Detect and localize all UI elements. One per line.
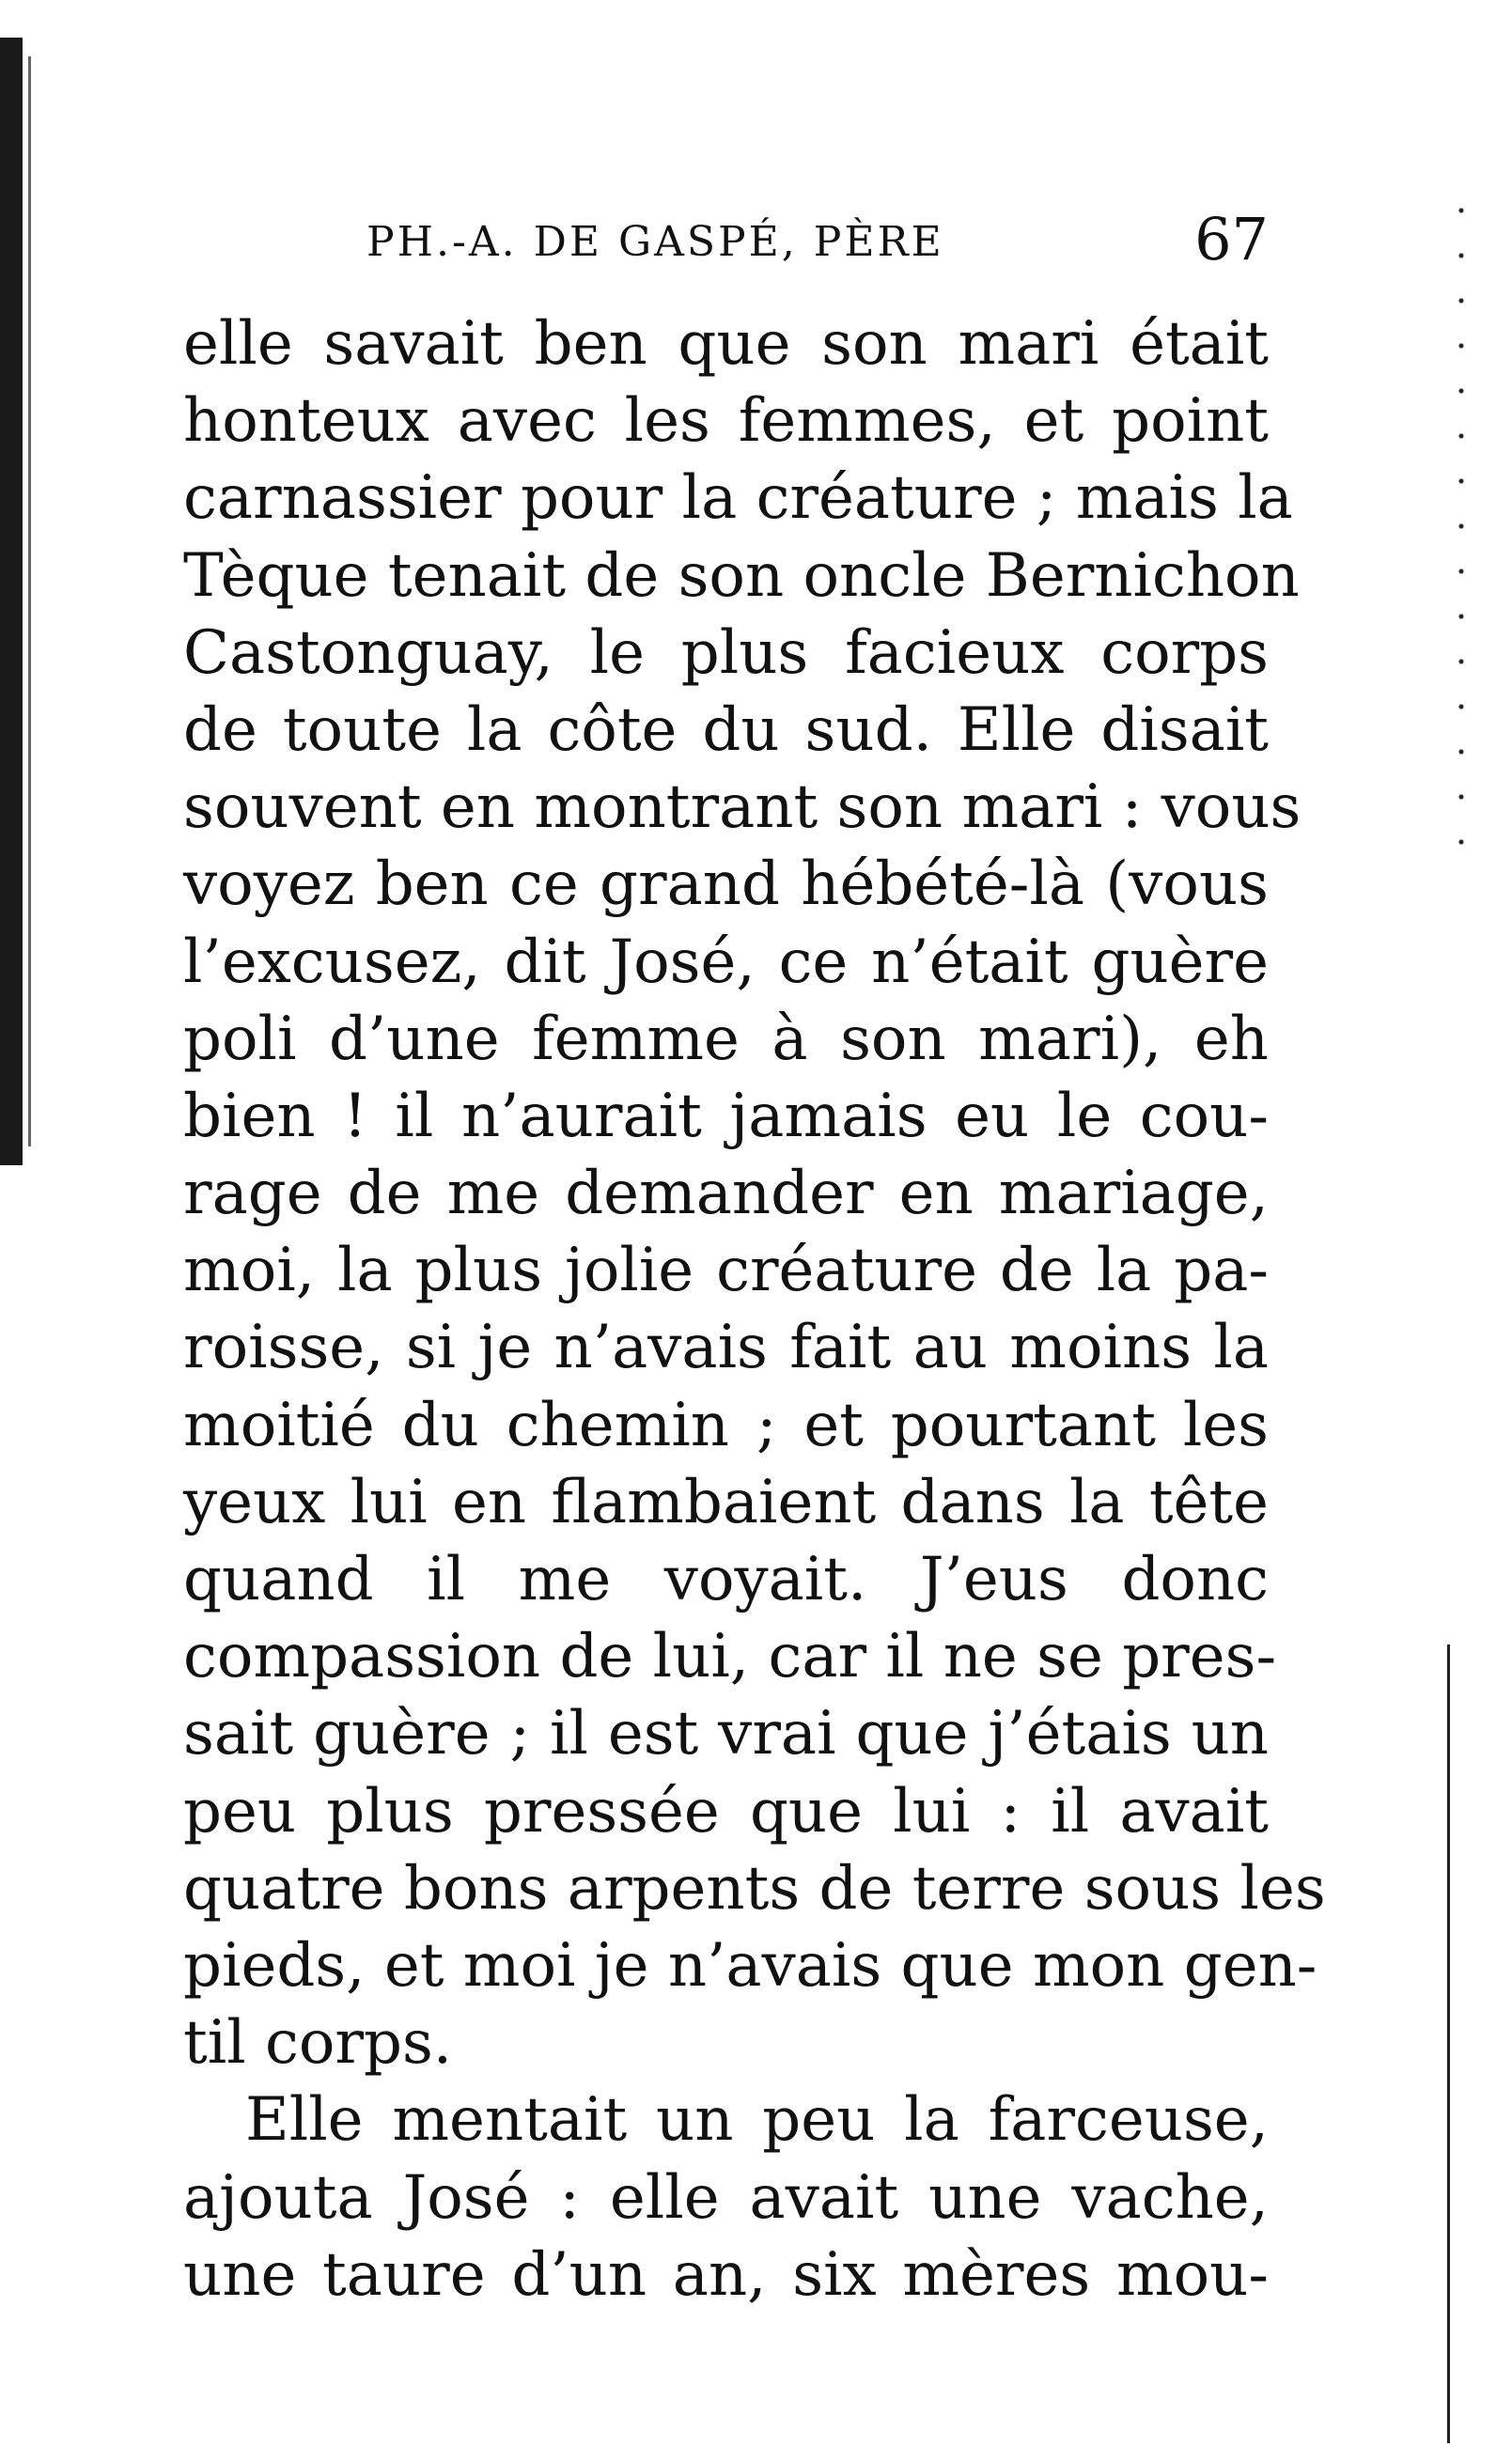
text-line: compassion de lui, car il ne se pres-	[183, 1622, 1277, 1692]
text-line: souvent en montrant son mari : vous	[183, 772, 1302, 843]
text-line: rage de me demander en mariage,	[183, 1159, 1269, 1229]
text-line: ajouta José : elle avait une vache,	[183, 2162, 1269, 2233]
text-line: poli d’une femme à son mari), eh	[183, 1004, 1269, 1074]
text-line: une taure d’un an, six mères mou-	[183, 2239, 1269, 2310]
text-line: quatre bons arpents de terre sous les	[183, 1853, 1326, 1924]
text-line: carnassier pour la créature ; mais la	[183, 463, 1293, 534]
text-line: Elle mentait un peu la farceuse,	[245, 2085, 1269, 2156]
text-line: elle savait ben que son mari était	[183, 309, 1269, 379]
body-text	[183, 305, 1326, 2314]
text-line: de toute la côte du sud. Elle disait	[183, 694, 1269, 765]
text-line: moitié du chemin ; et pourtant les	[183, 1390, 1269, 1460]
binding-edge-line	[28, 56, 31, 1146]
text-line: Castonguay, le plus facieux corps	[183, 617, 1269, 688]
library-stamp-border	[1447, 1644, 1506, 2443]
text-line: voyez ben ce grand hébété-là (vous	[183, 849, 1269, 920]
running-title: PH.-A. DE GASPÉ, PÈRE	[366, 218, 944, 266]
running-header	[366, 197, 1269, 273]
text-line: Tèque tenait de son oncle Bernichon	[183, 540, 1300, 611]
text-line: sait guère ; il est vrai que j’étais un	[183, 1699, 1269, 1769]
text-line: l’excusez, dit José, ce n’était guère	[183, 927, 1269, 997]
text-line: quand il me voyait. J’eus donc	[183, 1545, 1269, 1614]
text-line: roisse, si je n’avais fait au moins la	[183, 1313, 1269, 1383]
page-number: 67	[1194, 205, 1269, 273]
text-line: pieds, et moi je n’avais que mon gen-	[183, 1930, 1317, 2001]
text-line: yeux lui en flambaient dans la tête	[183, 1467, 1269, 1537]
gutter-marks	[1457, 188, 1465, 865]
binding-edge	[0, 38, 23, 1165]
text-line: peu plus pressée que lui : il avait	[183, 1776, 1269, 1847]
text-line: til corps.	[183, 2008, 453, 2079]
text-line: honteux avec les femmes, et point	[183, 386, 1269, 457]
text-line: bien ! il n’aurait jamais eu le cou-	[183, 1081, 1269, 1151]
text-line: moi, la plus jolie créature de la pa-	[183, 1236, 1269, 1306]
